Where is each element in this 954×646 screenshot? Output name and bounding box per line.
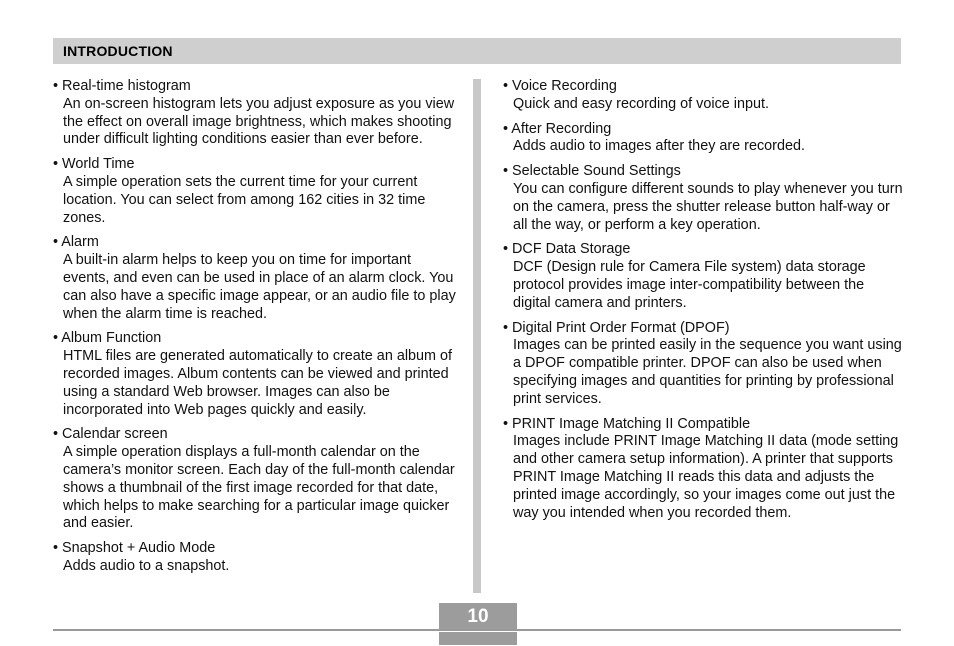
page-number-badge [439,603,517,645]
feature-title: • World Time [53,156,135,173]
feature-description: A simple operation displays a full-month calendar on the camera’s monitor screen. Each day of the full-month calendar shows a thumbnail of the first image recorded for that date, which helps to make searching for a particular image quicker and easier. [63,444,455,532]
feature-description: Quick and easy recording of voice input. [513,95,769,112]
feature-title: • After Recording [503,120,612,137]
feature-description: HTML files are generated automatically to create an album of recorded images. Album contents can be viewed and printed using a standard Web browser. Images can also be incorporated into Web pages quickly and easily. [63,348,453,418]
feature-description: Images can be printed easily in the sequence you want using a DPOF compatible printer. DPOF can also be used when specifying images and quantities for printing by professional print services. [513,337,902,407]
feature-item [53,78,458,149]
feature-title: • Voice Recording [503,78,617,94]
feature-title: • PRINT Image Matching II Compatible [503,415,751,432]
feature-item [53,330,458,419]
feature-item [503,416,905,523]
feature-description: You can configure different sounds to play whenever you turn on the camera, press the shutter release button half-way or all the way, or perform a key operation. [513,180,903,233]
feature-title: • DCF Data Storage [503,241,631,258]
section-title: INTRODUCTION [63,43,173,59]
feature-title: • Album Function [53,330,162,347]
feature-item [53,540,458,576]
feature-title: • Alarm [53,234,99,251]
feature-description: Adds audio to a snapshot. [63,557,230,574]
left-column [53,78,458,583]
feature-description: A built-in alarm helps to keep you on time for important events, and even can be used in place of an alarm clock. You can also have a specific image appear, or an audio file to play when the alarm time is reached. [63,252,456,322]
feature-description: DCF (Design rule for Camera File system) data storage protocol provides image inter-compatibility between the digital camera and printers. [513,259,866,311]
page-number-tab [439,632,517,645]
feature-title: • Selectable Sound Settings [503,163,681,180]
feature-title: • Calendar screen [53,426,168,443]
right-column [503,78,905,529]
feature-item [503,241,905,312]
feature-item [53,426,458,533]
feature-title: • Digital Print Order Format (DPOF) [503,319,730,336]
feature-description: An on-screen histogram lets you adjust exposure as you view the effect on overall image brightness, which makes shooting under difficult lighting conditions easier than ever before. [63,95,455,148]
section-header-bar [53,38,901,64]
feature-item [503,121,905,157]
feature-item [53,156,458,227]
feature-description: Adds audio to images after they are recorded. [513,138,805,155]
feature-item [503,163,905,234]
feature-title: • Snapshot + Audio Mode [53,540,216,557]
feature-item [503,320,905,409]
column-divider [473,79,481,593]
page-number: 10 [467,606,489,627]
feature-description: A simple operation sets the current time for your current location. You can select from among 162 cities in 32 time zones. [63,173,426,226]
feature-item [53,234,458,323]
feature-title: • Real-time histogram [53,78,191,94]
feature-description: Images include PRINT Image Matching II data (mode setting and other camera setup information). A printer that supports PRINT Image Matching II reads this data and adjusts the printed image accordingly, so your images come out just the way you intended when you recorded them. [513,433,899,521]
feature-item [503,78,905,114]
